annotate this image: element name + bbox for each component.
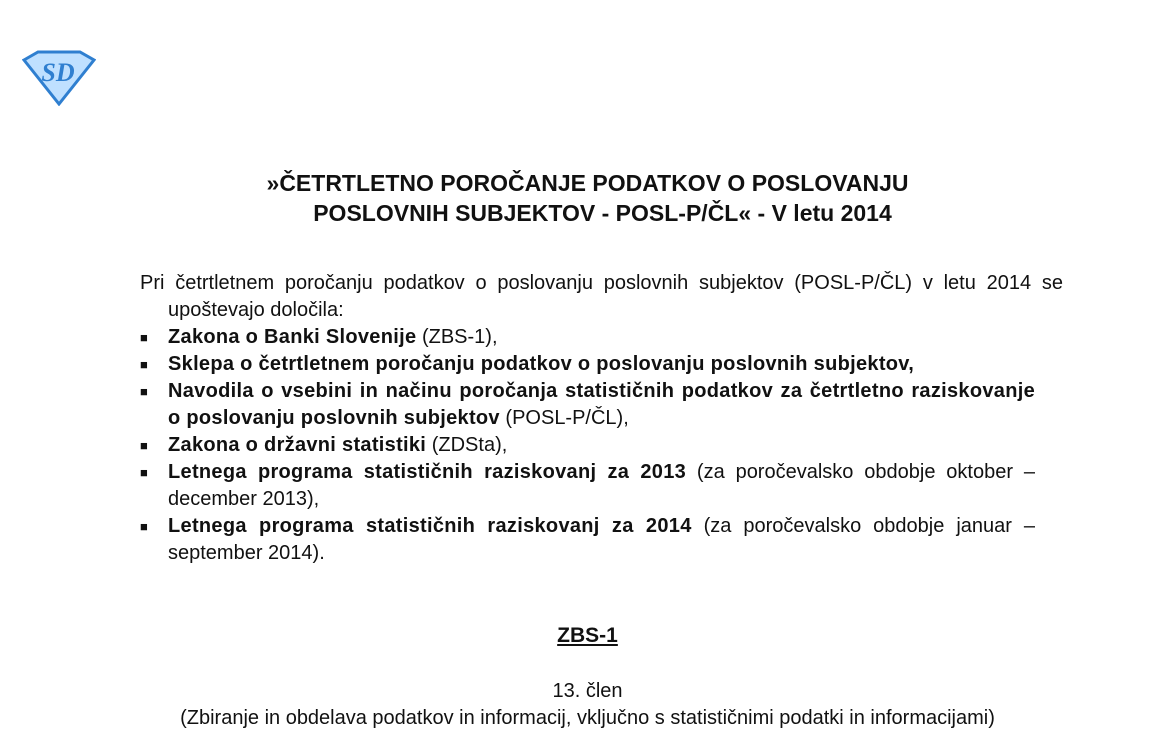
logo: [22, 50, 96, 106]
regulation-list: [140, 324, 1035, 567]
title-line-2: POSLOVNIH SUBJEKTOV - POSL-P/ČL« - V letu 2014: [313, 200, 892, 226]
list-item: [140, 378, 1035, 432]
bullet-icon: ■: [140, 438, 148, 453]
bullet-icon: ■: [140, 465, 148, 480]
item-bold: Zakona o državni statistiki: [168, 434, 427, 456]
list-item: [140, 432, 1035, 459]
article-number: 13. člen: [552, 680, 623, 702]
item-bold: Zakona o Banki Slovenije: [168, 326, 417, 348]
section-heading: ZBS-1: [557, 624, 618, 647]
intro-paragraph: Pri četrtletnem poročanju podatkov o poslovanju poslovnih subjektov (POSL-P/ČL) v letu 2014 se upoštevajo določila:: [140, 272, 1063, 321]
list-item: [140, 459, 1035, 513]
list-item: [140, 513, 1035, 567]
logo-text: SD: [41, 58, 75, 87]
article-description: (Zbiranje in obdelava podatkov in informacij, vključno s statističnimi podatki in informacijami): [180, 707, 995, 729]
item-bold: Letnega programa statističnih raziskovanj za 2013: [168, 461, 687, 483]
item-rest: (ZBS-1),: [416, 326, 498, 348]
item-rest: (ZDSta),: [426, 434, 508, 456]
item-bold: Sklepa o četrtletnem poročanju podatkov o poslovanju poslovnih subjektov,: [168, 353, 915, 375]
item-rest: (za poročevalsko obdobje januar – september 2014).: [168, 515, 1036, 564]
bullet-icon: ■: [140, 357, 148, 372]
bullet-icon: ■: [140, 330, 148, 345]
item-rest: (za poročevalsko obdobje oktober – december 2013),: [168, 461, 1036, 510]
list-item: [140, 351, 1035, 378]
list-item: [140, 324, 1035, 351]
item-bold: Navodila o vsebini in načinu poročanja statističnih podatkov za četrtletno raziskovanje o poslovanju poslovnih subjektov: [168, 380, 1035, 429]
item-rest: (POSL-P/ČL),: [499, 407, 629, 429]
item-bold: Letnega programa statističnih raziskovanj za 2014: [168, 515, 692, 537]
title-line-1: »ČETRTLETNO POROČANJE PODATKOV O POSLOVANJU: [266, 170, 909, 196]
bullet-icon: ■: [140, 519, 148, 534]
document-title: [140, 168, 1035, 228]
bullet-icon: ■: [140, 384, 148, 399]
